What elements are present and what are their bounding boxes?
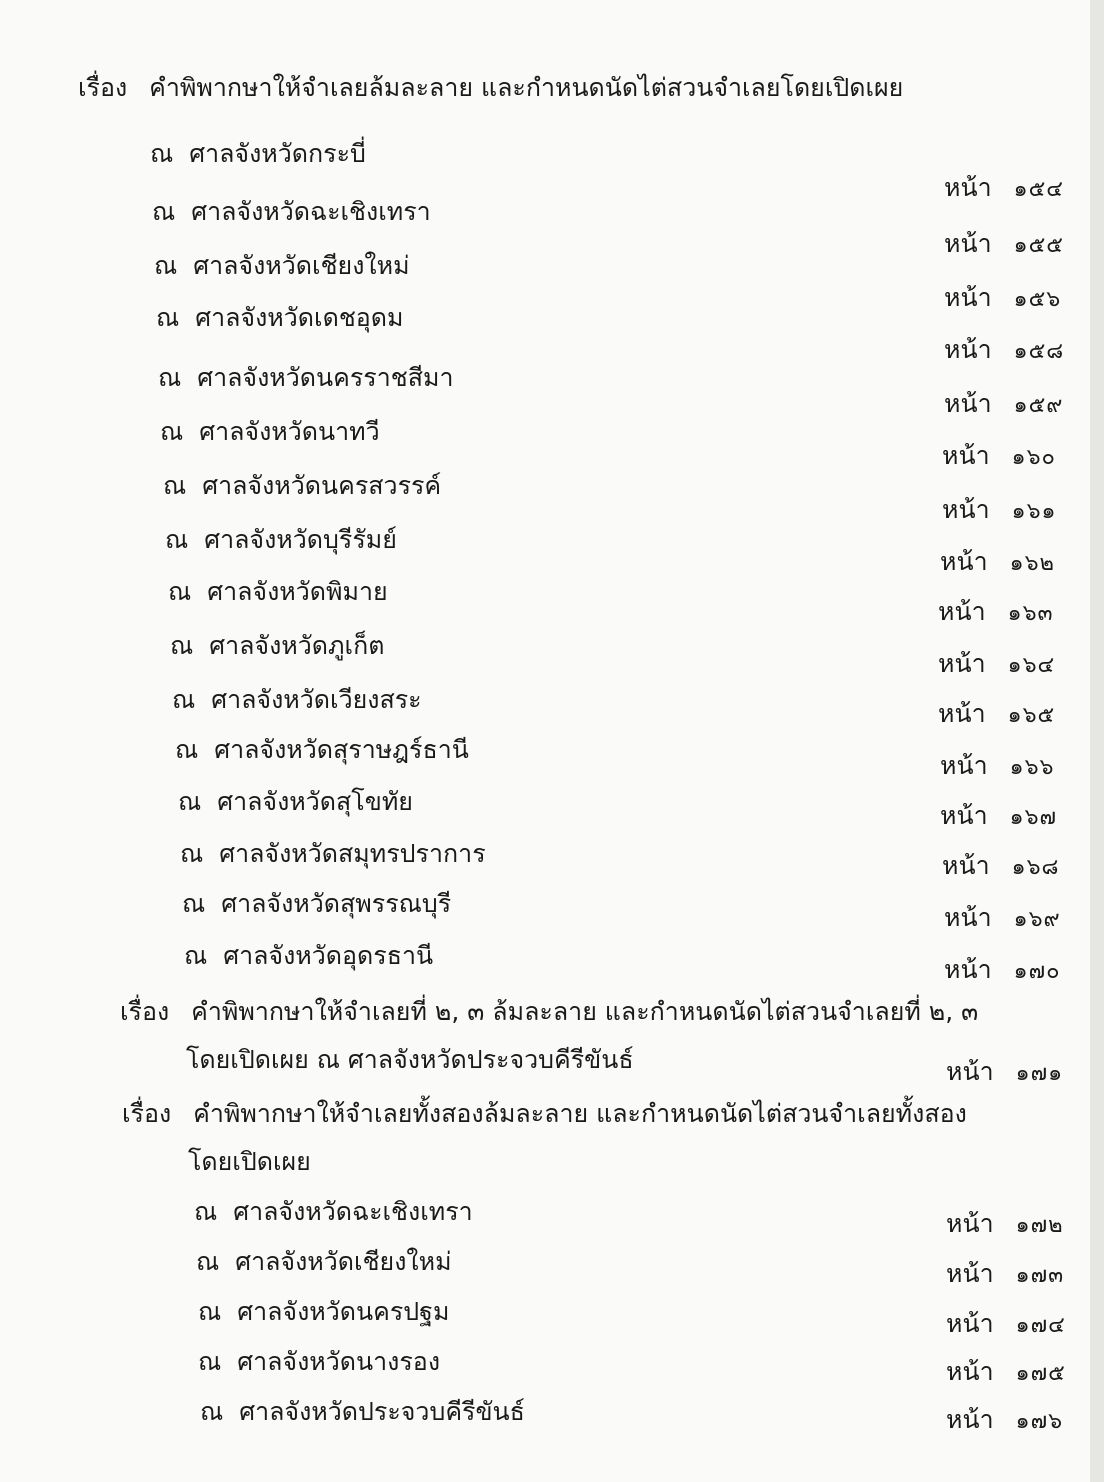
page-number: ๑๕๖ bbox=[1013, 287, 1062, 312]
page-word: หน้า bbox=[944, 283, 992, 312]
entry-marker: ณ bbox=[156, 303, 180, 332]
court-name: ศาลจังหวัดกระบี่ bbox=[189, 139, 366, 168]
page-word: หน้า bbox=[946, 1259, 994, 1288]
page-number: ๑๖๖ bbox=[1009, 755, 1055, 780]
court-name: ศาลจังหวัดสุราษฎร์ธานี bbox=[214, 735, 469, 764]
court-entry bbox=[175, 734, 469, 766]
page-number: ๑๗๔ bbox=[1015, 1313, 1066, 1338]
page-reference bbox=[938, 596, 1054, 630]
page-word: หน้า bbox=[942, 441, 990, 470]
court-entry bbox=[170, 630, 384, 662]
page-reference bbox=[946, 1356, 1066, 1390]
page-number: ๑๖๗ bbox=[1009, 805, 1058, 830]
court-entry bbox=[198, 1296, 449, 1328]
entry-marker: ณ bbox=[184, 941, 208, 970]
page-word: หน้า bbox=[942, 495, 990, 524]
entry-marker: ณ bbox=[170, 631, 194, 660]
page-number: ๑๖๙ bbox=[1013, 907, 1061, 932]
section-label: เรื่อง bbox=[120, 997, 170, 1026]
page-word: หน้า bbox=[946, 1057, 994, 1086]
page-number: ๑๗๕ bbox=[1015, 1361, 1066, 1386]
page-reference bbox=[940, 750, 1055, 784]
entry-marker: ณ bbox=[196, 1247, 220, 1276]
entry-marker: ณ bbox=[180, 839, 204, 868]
page-number: ๑๕๘ bbox=[1013, 339, 1065, 364]
entry-marker: ณ bbox=[198, 1297, 222, 1326]
page-word: หน้า bbox=[944, 903, 992, 932]
entry-marker: ณ bbox=[154, 251, 178, 280]
page-number: ๑๖๒ bbox=[1009, 551, 1056, 576]
section-title-line: คำพิพากษาให้จำเลยที่ ๒, ๓ ล้มละลาย และกำหนดนัดไต่สวนจำเลยที่ ๒, ๓ bbox=[191, 997, 979, 1026]
page-number: ๑๖๓ bbox=[1007, 601, 1054, 626]
page-reference bbox=[942, 494, 1057, 528]
page-word: หน้า bbox=[944, 389, 992, 418]
court-entry bbox=[160, 416, 380, 448]
page-word: หน้า bbox=[944, 229, 992, 258]
page-reference bbox=[946, 1208, 1064, 1242]
entry-marker: ณ bbox=[198, 1347, 222, 1376]
page-number: ๑๕๕ bbox=[1013, 233, 1064, 258]
court-entry bbox=[156, 302, 404, 334]
court-entry bbox=[184, 940, 433, 972]
page-reference bbox=[944, 282, 1061, 316]
entry-marker: ณ bbox=[165, 525, 189, 554]
page-reference bbox=[946, 1404, 1063, 1438]
page-reference bbox=[944, 334, 1064, 368]
section-title-line: คำพิพากษาให้จำเลยทั้งสองล้มละลาย และกำหนดนัดไต่สวนจำเลยทั้งสอง bbox=[193, 1099, 967, 1128]
page-reference bbox=[942, 850, 1060, 884]
court-entry bbox=[180, 838, 486, 870]
entry-marker: ณ bbox=[178, 787, 202, 816]
page-word: หน้า bbox=[940, 801, 988, 830]
court-name: ศาลจังหวัดสมุทรปราการ bbox=[219, 839, 486, 868]
page-reference bbox=[940, 546, 1055, 580]
section-2-title-continuation: โดยเปิดเผย ณ ศาลจังหวัดประจวบคีรีขันธ์ bbox=[186, 1045, 634, 1074]
page-word: หน้า bbox=[942, 851, 990, 880]
court-entry bbox=[194, 1196, 473, 1228]
section-3-title-continuation: โดยเปิดเผย bbox=[188, 1147, 311, 1176]
page-word: หน้า bbox=[944, 955, 992, 984]
entry-marker: ณ bbox=[158, 363, 182, 392]
page-number: ๑๖๔ bbox=[1007, 653, 1056, 678]
court-entry bbox=[168, 576, 388, 608]
court-entry bbox=[158, 362, 454, 394]
page-word: หน้า bbox=[940, 547, 988, 576]
page-number: ๑๖๕ bbox=[1007, 703, 1056, 728]
court-entry bbox=[198, 1346, 440, 1378]
court-entry bbox=[172, 684, 422, 716]
court-entry bbox=[163, 470, 441, 502]
entry-marker: ณ bbox=[160, 417, 184, 446]
court-name: ศาลจังหวัดเดชอุดม bbox=[195, 303, 404, 332]
court-name: ศาลจังหวัดบุรีรัมย์ bbox=[204, 525, 397, 554]
page-reference bbox=[944, 172, 1064, 206]
entry-marker: ณ bbox=[182, 889, 206, 918]
page-reference bbox=[946, 1308, 1066, 1342]
court-entry bbox=[152, 196, 431, 228]
page-word: หน้า bbox=[946, 1357, 994, 1386]
section-3-heading bbox=[122, 1098, 967, 1130]
court-name: ศาลจังหวัดประจวบคีรีขันธ์ bbox=[239, 1397, 525, 1426]
page-reference bbox=[938, 698, 1055, 732]
page-reference bbox=[946, 1258, 1064, 1292]
court-name: ศาลจังหวัดฉะเชิงเทรา bbox=[233, 1197, 473, 1226]
court-entry bbox=[200, 1396, 525, 1428]
court-name: ศาลจังหวัดพิมาย bbox=[207, 577, 388, 606]
court-name: ศาลจังหวัดภูเก็ต bbox=[209, 631, 385, 660]
page-reference bbox=[944, 902, 1061, 936]
page-number: ๑๖๘ bbox=[1011, 855, 1060, 880]
page-word: หน้า bbox=[944, 335, 992, 364]
entry-marker: ณ bbox=[172, 685, 196, 714]
court-entry bbox=[154, 250, 410, 282]
court-name: ศาลจังหวัดนาทวี bbox=[199, 417, 380, 446]
court-name: ศาลจังหวัดเวียงสระ bbox=[211, 685, 422, 714]
page-number: ๑๗๒ bbox=[1015, 1213, 1064, 1238]
section-label: เรื่อง bbox=[78, 73, 128, 102]
entry-marker: ณ bbox=[168, 577, 192, 606]
court-entry bbox=[182, 888, 451, 920]
court-name: ศาลจังหวัดฉะเชิงเทรา bbox=[191, 197, 431, 226]
court-name: ศาลจังหวัดเชียงใหม่ bbox=[193, 251, 410, 280]
page-number: ๑๗๖ bbox=[1015, 1409, 1064, 1434]
page-word: หน้า bbox=[938, 597, 986, 626]
page-number: ๑๕๙ bbox=[1013, 393, 1064, 418]
page-number: ๑๗๐ bbox=[1013, 959, 1061, 984]
entry-marker: ณ bbox=[150, 139, 174, 168]
court-name: ศาลจังหวัดสุโขทัย bbox=[217, 787, 413, 816]
page-word: หน้า bbox=[944, 173, 992, 202]
entry-marker: ณ bbox=[152, 197, 176, 226]
page-word: หน้า bbox=[946, 1309, 994, 1338]
page-word: หน้า bbox=[940, 751, 988, 780]
page-number: ๑๕๔ bbox=[1013, 177, 1064, 202]
court-name: ศาลจังหวัดสุพรรณบุรี bbox=[221, 889, 452, 918]
page-reference bbox=[946, 1056, 1063, 1090]
page-word: หน้า bbox=[938, 699, 986, 728]
page-word: หน้า bbox=[938, 649, 986, 678]
page-reference bbox=[944, 228, 1064, 262]
section-title-line: คำพิพากษาให้จำเลยล้มละลาย และกำหนดนัดไต่สวนจำเลยโดยเปิดเผย bbox=[149, 73, 904, 102]
court-name: ศาลจังหวัดนางรอง bbox=[237, 1347, 441, 1376]
entry-marker: ณ bbox=[163, 471, 187, 500]
court-name: ศาลจังหวัดนครปฐม bbox=[237, 1297, 450, 1326]
page-reference bbox=[938, 648, 1055, 682]
court-name: ศาลจังหวัดนครราชสีมา bbox=[197, 363, 454, 392]
page-number: ๑๗๓ bbox=[1015, 1263, 1065, 1288]
court-name: ศาลจังหวัดนครสวรรค์ bbox=[202, 471, 442, 500]
page-word: หน้า bbox=[946, 1405, 994, 1434]
court-entry bbox=[165, 524, 397, 556]
court-name: ศาลจังหวัดอุดรธานี bbox=[223, 941, 434, 970]
page-number: ๑๖๑ bbox=[1011, 499, 1057, 524]
page-number: ๑๖๐ bbox=[1011, 445, 1056, 470]
court-entry bbox=[196, 1246, 452, 1278]
page-reference bbox=[940, 800, 1057, 834]
section-label: เรื่อง bbox=[122, 1099, 172, 1128]
entry-marker: ณ bbox=[175, 735, 199, 764]
court-name: ศาลจังหวัดเชียงใหม่ bbox=[235, 1247, 452, 1276]
court-entry bbox=[150, 138, 366, 170]
page-word: หน้า bbox=[946, 1209, 994, 1238]
page-reference bbox=[944, 388, 1063, 422]
entry-marker: ณ bbox=[200, 1397, 224, 1426]
section-2-heading bbox=[120, 996, 978, 1028]
court-entry bbox=[178, 786, 413, 818]
page-reference bbox=[942, 440, 1056, 474]
entry-marker: ณ bbox=[194, 1197, 218, 1226]
page-reference bbox=[944, 954, 1061, 988]
section-1-heading bbox=[78, 72, 903, 104]
page-number: ๑๗๑ bbox=[1015, 1061, 1064, 1086]
